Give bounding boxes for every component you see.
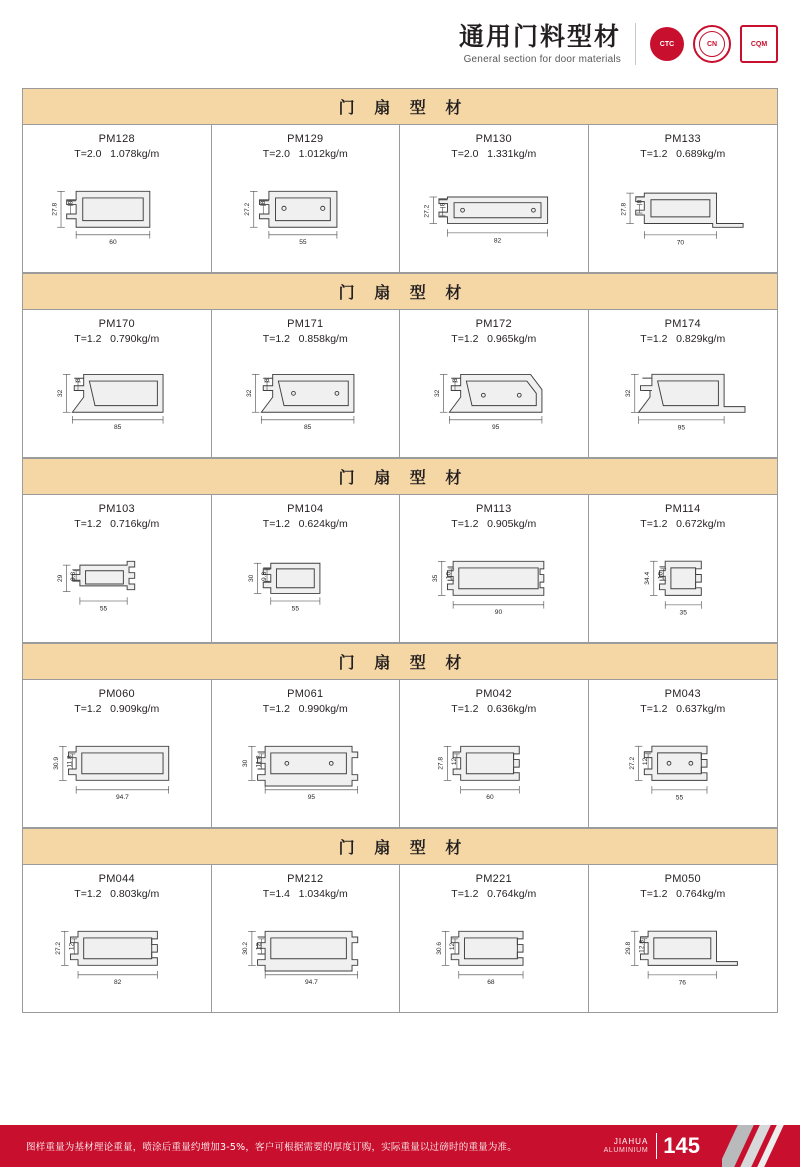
- profile-spec: T=2.0 1.078kg/m: [74, 148, 160, 160]
- certification-logo-3-icon: [740, 25, 778, 63]
- profile-spec: T=1.2 0.790kg/m: [74, 333, 160, 345]
- brand-name: JIAHUA: [613, 1136, 649, 1146]
- dim-height: 27.2: [55, 941, 63, 955]
- profile-spec: T=1.2 0.637kg/m: [640, 703, 726, 715]
- profile-spec: T=1.2 0.803kg/m: [74, 888, 160, 900]
- logo-3-text: CQM: [750, 40, 768, 48]
- dim-inner: 11.8: [254, 755, 262, 768]
- profile-code: PM060: [98, 688, 135, 700]
- profile-drawing: [404, 532, 584, 636]
- profile-cell-pm060[interactable]: [23, 680, 212, 827]
- section-band-2: 门 扇 型 材: [23, 273, 777, 310]
- profile-spec: T=1.2 0.716kg/m: [74, 518, 160, 530]
- footer-note: 图样重量为基材理论重量，喷涂后重量约增加3-5%，客户可根据需要的厚度订购，实际重量以过磅时的重量为准。: [26, 1142, 517, 1153]
- dim-width: 55: [291, 605, 299, 613]
- footer-swoosh-icon: [722, 1125, 800, 1167]
- dim-width: 55: [298, 239, 307, 247]
- dim-width: 35: [679, 609, 687, 617]
- footer-brand: [604, 1133, 722, 1159]
- dim-width: 82: [114, 979, 122, 987]
- profile-code: PM129: [287, 133, 324, 145]
- profile-drawing: [593, 902, 774, 1006]
- profile-cell-pm050[interactable]: [589, 865, 778, 1012]
- dim-width: 95: [677, 424, 685, 432]
- dim-width: 70: [676, 239, 684, 247]
- dim-width: 76: [678, 979, 686, 987]
- header-titles: [459, 23, 621, 66]
- table-row: [23, 125, 777, 273]
- profile-code: PM061: [287, 688, 324, 700]
- dim-height: 35: [432, 574, 440, 583]
- dim-height: 30: [241, 759, 249, 768]
- table-row: [23, 310, 777, 458]
- dim-inner: 12: [450, 757, 458, 766]
- dim-inner: 9.8: [70, 571, 78, 582]
- profile-cell-pm171[interactable]: [212, 310, 401, 457]
- profile-spec: T=1.2 0.764kg/m: [451, 888, 537, 900]
- section-band-3: 门 扇 型 材: [23, 458, 777, 495]
- profile-spec: T=1.2 0.990kg/m: [262, 703, 348, 715]
- table-row: [23, 865, 777, 1012]
- profile-drawing: [593, 717, 774, 821]
- profile-code: PM044: [98, 873, 135, 885]
- dim-inner: 10: [656, 571, 664, 580]
- profile-spec: T=2.0 1.331kg/m: [451, 148, 537, 160]
- dim-height: 27.2: [243, 202, 251, 216]
- dim-height: 32: [56, 389, 64, 398]
- dim-width: 95: [491, 424, 500, 432]
- dim-width: 95: [307, 794, 315, 802]
- profile-spec: T=2.0 1.012kg/m: [262, 148, 348, 160]
- dim-width: 85: [114, 424, 122, 432]
- dim-height: 30: [247, 574, 255, 583]
- dim-inner: 8: [67, 200, 75, 205]
- dim-inner: 8: [259, 200, 267, 205]
- dim-inner: 11.8: [66, 755, 74, 768]
- profile-cell-pm061[interactable]: [212, 680, 401, 827]
- dim-height: 30.9: [53, 756, 61, 770]
- dim-inner: 12: [449, 942, 457, 951]
- table-row: [23, 680, 777, 828]
- profile-spec: T=1.2 0.909kg/m: [74, 703, 160, 715]
- section-band-5: 门 扇 型 材: [23, 828, 777, 865]
- dim-width: 55: [99, 605, 108, 613]
- page-footer: [0, 1125, 800, 1167]
- dim-width: 60: [486, 794, 494, 802]
- profile-drawing: [593, 347, 774, 451]
- profile-code: PM171: [287, 318, 324, 330]
- section-band-4: 门 扇 型 材: [23, 643, 777, 680]
- dim-width: 68: [487, 979, 495, 987]
- dim-height: 32: [433, 389, 441, 398]
- profile-cell-pm133[interactable]: [589, 125, 778, 272]
- profile-code: PM104: [287, 503, 324, 515]
- dim-width: 94.7: [304, 979, 318, 987]
- header-divider: [635, 23, 636, 65]
- dim-width: 82: [493, 237, 502, 245]
- profile-drawing: [404, 902, 584, 1006]
- dim-height: 30.6: [435, 941, 443, 955]
- dim-height: 32: [624, 389, 632, 397]
- table-row: [23, 495, 777, 643]
- profile-drawing: [27, 902, 207, 1006]
- logo-2-text: CN: [706, 40, 718, 48]
- profile-drawing: [216, 717, 396, 821]
- page-header: [0, 0, 800, 88]
- page-title: 通用门料型材: [458, 21, 621, 51]
- dim-height: 27.8: [51, 202, 59, 216]
- profile-cell-pm221[interactable]: [400, 865, 589, 1012]
- profile-code: PM133: [664, 133, 701, 145]
- profile-drawing: [404, 162, 584, 266]
- profile-table: [22, 88, 778, 1013]
- profile-cell-pm174[interactable]: [589, 310, 778, 457]
- profile-drawing: [27, 532, 207, 636]
- profile-cell-pm042[interactable]: [400, 680, 589, 827]
- dim-height: 27.8: [619, 202, 627, 216]
- profile-spec: T=1.2 0.965kg/m: [451, 333, 537, 345]
- dim-height: 29: [56, 574, 64, 583]
- profile-drawing: [27, 717, 207, 821]
- profile-drawing: [593, 162, 774, 266]
- profile-cell-pm170[interactable]: [23, 310, 212, 457]
- profile-code: PM130: [475, 133, 512, 145]
- brand-subtitle: ALUMINIUM: [603, 1146, 649, 1154]
- section-band-1: 门 扇 型 材: [23, 89, 777, 125]
- dim-inner: 8: [263, 378, 271, 382]
- profile-spec: T=1.2 0.858kg/m: [262, 333, 348, 345]
- profile-cell-pm172[interactable]: [400, 310, 589, 457]
- profile-drawing: [404, 717, 584, 821]
- profile-drawing: [216, 532, 396, 636]
- profile-cell-pm212[interactable]: [212, 865, 401, 1012]
- profile-code: PM113: [475, 503, 512, 515]
- profile-drawing: [404, 347, 584, 451]
- profile-spec: T=1.2 0.636kg/m: [451, 703, 537, 715]
- dim-inner: 8: [74, 378, 82, 382]
- profile-cell-pm130[interactable]: [400, 125, 589, 272]
- certification-logo-2-icon: [693, 25, 731, 63]
- certification-logos: [650, 25, 778, 63]
- profile-cell-pm103[interactable]: [23, 495, 212, 642]
- profile-cell-pm113[interactable]: [400, 495, 589, 642]
- profile-spec: T=1.2 0.905kg/m: [451, 518, 537, 530]
- dim-inner: 12: [68, 942, 76, 951]
- logo-1-text: CTC: [659, 40, 675, 48]
- dim-inner: 10: [445, 571, 453, 580]
- profile-code: PM212: [287, 873, 324, 885]
- certification-logo-1-icon: [650, 27, 684, 61]
- dim-width: 90: [494, 609, 503, 617]
- profile-spec: T=1.2 0.764kg/m: [640, 888, 726, 900]
- profile-drawing: [216, 162, 396, 266]
- profile-code: PM221: [475, 873, 512, 885]
- profile-spec: T=1.2 0.624kg/m: [262, 518, 348, 530]
- profile-code: PM042: [475, 688, 512, 700]
- profile-code: PM114: [664, 503, 701, 515]
- profile-cell-pm044[interactable]: [23, 865, 212, 1012]
- dim-inner: 9.8: [260, 571, 268, 582]
- page-number: 145: [656, 1133, 704, 1159]
- profile-code: PM103: [98, 503, 135, 515]
- dim-inner: 8: [439, 202, 447, 207]
- profile-spec: T=1.2 0.689kg/m: [640, 148, 726, 160]
- profile-cell-pm128[interactable]: [23, 125, 212, 272]
- dim-height: 30.2: [241, 941, 249, 955]
- profile-spec: T=1.4 1.034kg/m: [262, 888, 348, 900]
- dim-width: 60: [109, 239, 117, 247]
- profile-code: PM174: [664, 318, 701, 330]
- dim-inner: 12: [641, 757, 649, 766]
- profile-drawing: [27, 162, 207, 266]
- profile-code: PM172: [475, 318, 512, 330]
- profile-code: PM050: [664, 873, 701, 885]
- dim-height: 27.2: [423, 204, 431, 218]
- profile-cell-pm104[interactable]: [212, 495, 401, 642]
- profile-spec: T=1.2 0.829kg/m: [640, 333, 726, 345]
- dim-inner: 12.8: [637, 939, 645, 953]
- dim-width: 55: [675, 794, 683, 802]
- profile-code: PM170: [98, 318, 135, 330]
- dim-inner: 8: [451, 378, 459, 382]
- dim-height: 27.8: [437, 756, 445, 770]
- profile-cell-pm043[interactable]: [589, 680, 778, 827]
- profile-cell-pm129[interactable]: [212, 125, 401, 272]
- profile-code: PM043: [664, 688, 701, 700]
- dim-height: 29.8: [624, 941, 632, 955]
- profile-cell-pm114[interactable]: [589, 495, 778, 642]
- dim-height: 32: [245, 389, 253, 398]
- dim-height: 27.2: [628, 756, 636, 770]
- dim-inner: 12: [254, 942, 262, 951]
- profile-spec: T=1.2 0.672kg/m: [640, 518, 726, 530]
- dim-inner: 8: [635, 199, 643, 204]
- profile-code: PM128: [98, 133, 135, 145]
- profile-drawing: [216, 347, 396, 451]
- profile-drawing: [593, 532, 774, 636]
- profile-drawing: [27, 347, 207, 451]
- dim-width: 94.7: [115, 794, 129, 802]
- dim-width: 85: [303, 424, 311, 432]
- profile-drawing: [216, 902, 396, 1006]
- dim-height: 34.4: [643, 571, 651, 585]
- page-subtitle: General section for door materials: [463, 54, 621, 66]
